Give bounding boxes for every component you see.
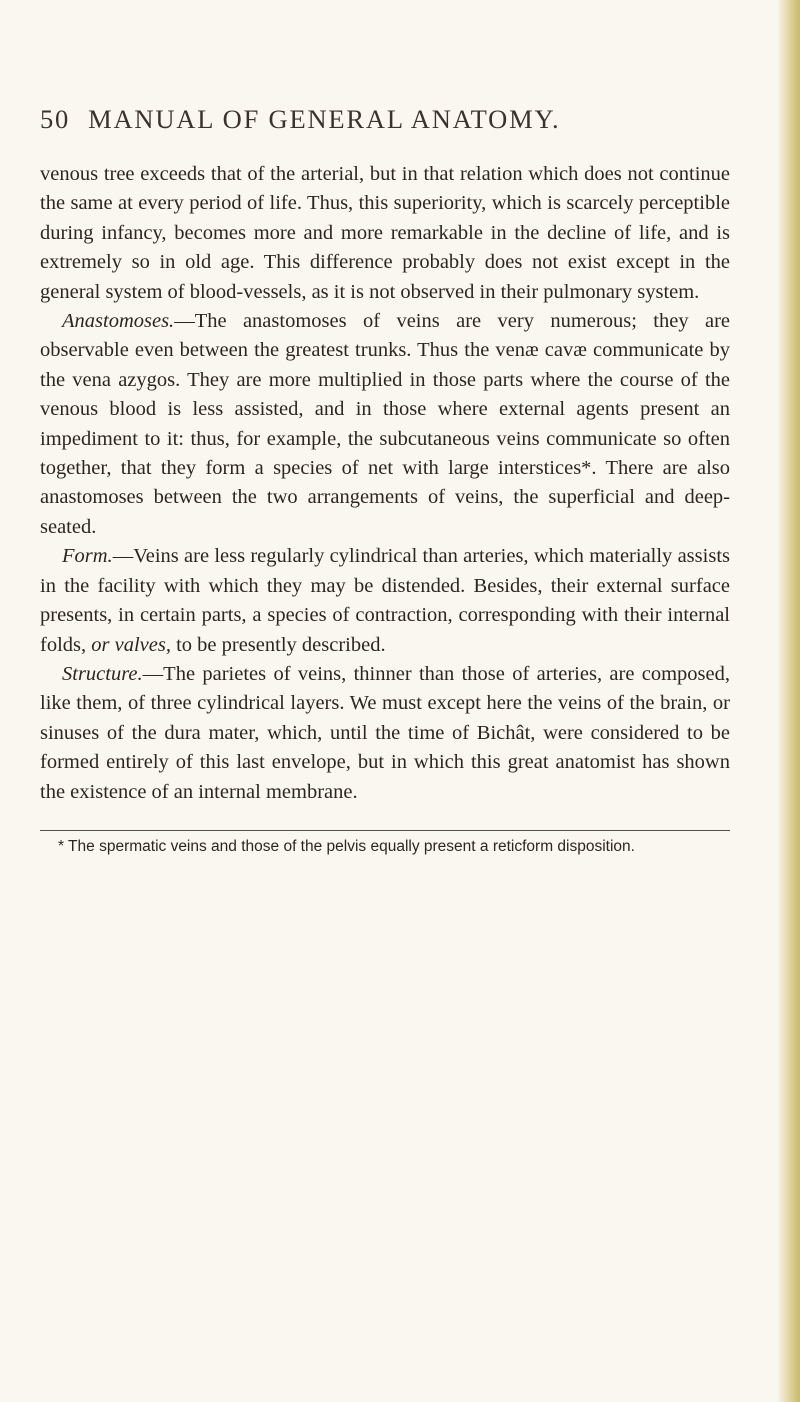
footnote bbox=[40, 835, 730, 858]
section-title-structure: Structure. bbox=[62, 662, 143, 685]
footnote-divider bbox=[40, 830, 730, 831]
section-title-anastomoses: Anastomoses. bbox=[62, 310, 175, 333]
paragraph-structure bbox=[40, 660, 730, 807]
page-edge-shadow bbox=[778, 0, 800, 1402]
paragraph-1 bbox=[40, 160, 730, 307]
page-number: 50 bbox=[40, 104, 71, 134]
paragraph-form-text-b: to be presently described. bbox=[170, 633, 386, 656]
paragraph-anastomoses-text: —The anastomoses of veins are very numerous; they are observable even between the greatest trunks. Thus the venæ cavæ communicate by the vena azygos. They are more multiplied in those parts where the course of the venous blood is less assisted, and in those where external agents present an impediment to it: thus, for example, the subcutaneous veins communicate so often together, that they form a species of net with large interstices*. There are also anastomoses between the two arrangements of veins, the superficial and deep-seated. bbox=[40, 310, 730, 538]
footnote-text: * The spermatic veins and those of the pelvis equally present a reticform disposition. bbox=[58, 838, 635, 855]
body-text bbox=[40, 160, 730, 807]
running-header bbox=[40, 104, 720, 135]
paragraph-form bbox=[40, 542, 730, 660]
paragraph-1-text: venous tree exceeds that of the arterial, but in that relation which does not continue the same at every period of life. Thus, this superiority, which is scarcely perceptible during infancy, becomes more and more remarkable in the decline of life, and is extremely so in old age. This difference probably does not exist except in the general system of blood-vessels, as it is not observed in their pulmonary system. bbox=[40, 163, 730, 303]
paragraph-form-text-a: —Veins are less regularly cylindrical than arteries, which materially assists in the facility with which they may be distended. Besides, their external surface presents, in certain parts, a species of contraction, corresponding with their internal folds, bbox=[40, 545, 730, 656]
paragraph-structure-text: —The parietes of veins, thinner than those of arteries, are composed, like them, of three cylindrical layers. We must except here the veins of the brain, or sinuses of the dura mater, which, until the time of Bichât, were considered to be formed entirely of this last envelope, but in which this great anatomist has shown the existence of an internal membrane. bbox=[40, 662, 730, 803]
running-title: MANUAL OF GENERAL ANATOMY. bbox=[88, 104, 561, 134]
paragraph-anastomoses bbox=[40, 307, 730, 542]
section-title-form: Form. bbox=[62, 545, 113, 568]
paragraph-form-italic: or valves, bbox=[91, 633, 171, 656]
